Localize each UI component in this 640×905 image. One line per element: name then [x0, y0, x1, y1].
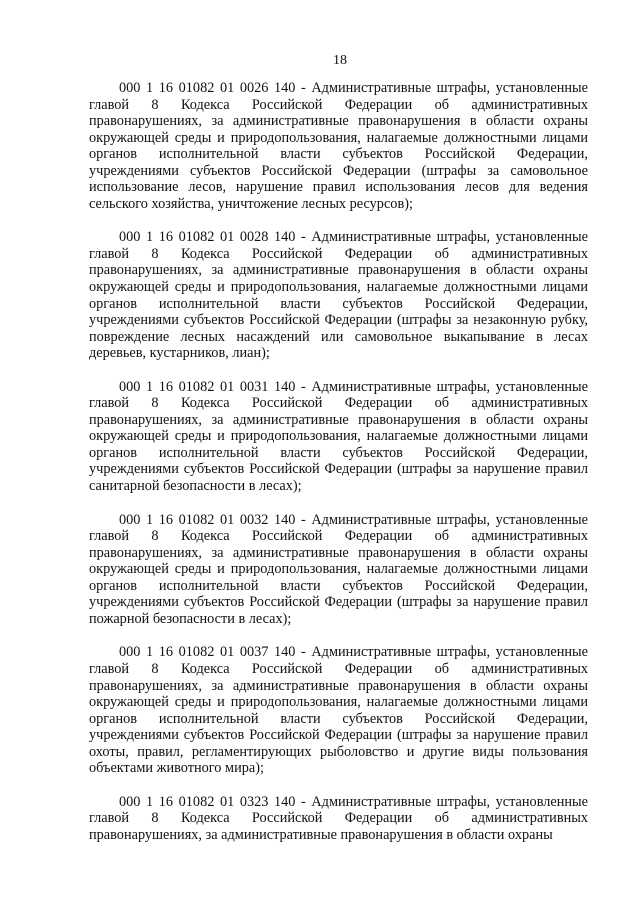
paragraph-fine-0032: 000 1 16 01082 01 0032 140 - Административные штрафы, установленные главой 8 Кодекса Российской Федерации об административных правонарушениях, за административные правонарушения в области охраны окружающей среды и природопользования, налагаемые должностными лицами органов исполнительной власти субъектов Российской Федерации, учреждениями субъектов Российской Федерации (штрафы за нарушение правил пожарной безопасности в лесах);: [89, 511, 588, 627]
paragraph-fine-0323: 000 1 16 01082 01 0323 140 - Административные штрафы, установленные главой 8 Кодекса Российской Федерации об административных правонарушениях, за административные правонарушения в области охраны: [89, 793, 588, 843]
paragraph-fine-0026: 000 1 16 01082 01 0026 140 - Административные штрафы, установленные главой 8 Кодекса Российской Федерации об административных правонарушениях, за административные правонарушения в области охраны окружающей среды и природопользования, налагаемые должностными лицами органов исполнительной власти субъектов Российской Федерации, учреждениями субъектов Российской Федерации (штрафы за самовольное использование лесов, нарушение правил использования лесов для ведения сельского хозяйства, уничтожение лесных ресурсов);: [89, 80, 588, 212]
paragraph-fine-0028: 000 1 16 01082 01 0028 140 - Административные штрафы, установленные главой 8 Кодекса Российской Федерации об административных правонарушениях, за административные правонарушения в области охраны окружающей среды и природопользования, налагаемые должностными лицами органов исполнительной власти субъектов Российской Федерации, учреждениями субъектов Российской Федерации (штрафы за незаконную рубку, повреждение лесных насаждений или самовольное выкапывание в лесах деревьев, кустарников, лиан);: [89, 229, 588, 362]
document-body: [89, 80, 588, 860]
paragraph-fine-0031: 000 1 16 01082 01 0031 140 - Административные штрафы, установленные главой 8 Кодекса Российской Федерации об административных правонарушениях, за административные правонарушения в области охраны окружающей среды и природопользования, налагаемые должностными лицами органов исполнительной власти субъектов Российской Федерации, учреждениями субъектов Российской Федерации (штрафы за нарушение правил санитарной безопасности в лесах);: [89, 378, 588, 495]
page-number: 18: [333, 53, 347, 68]
paragraph-fine-0037: 000 1 16 01082 01 0037 140 - Административные штрафы, установленные главой 8 Кодекса Российской Федерации об административных правонарушениях, за административные правонарушения в области охраны окружающей среды и природопользования, налагаемые должностными лицами органов исполнительной власти субъектов Российской Федерации, учреждениями субъектов Российской Федерации (штрафы за нарушение правил охоты, правил, регламентирующих рыболовство и другие виды пользования объектами животного мира);: [89, 644, 588, 777]
